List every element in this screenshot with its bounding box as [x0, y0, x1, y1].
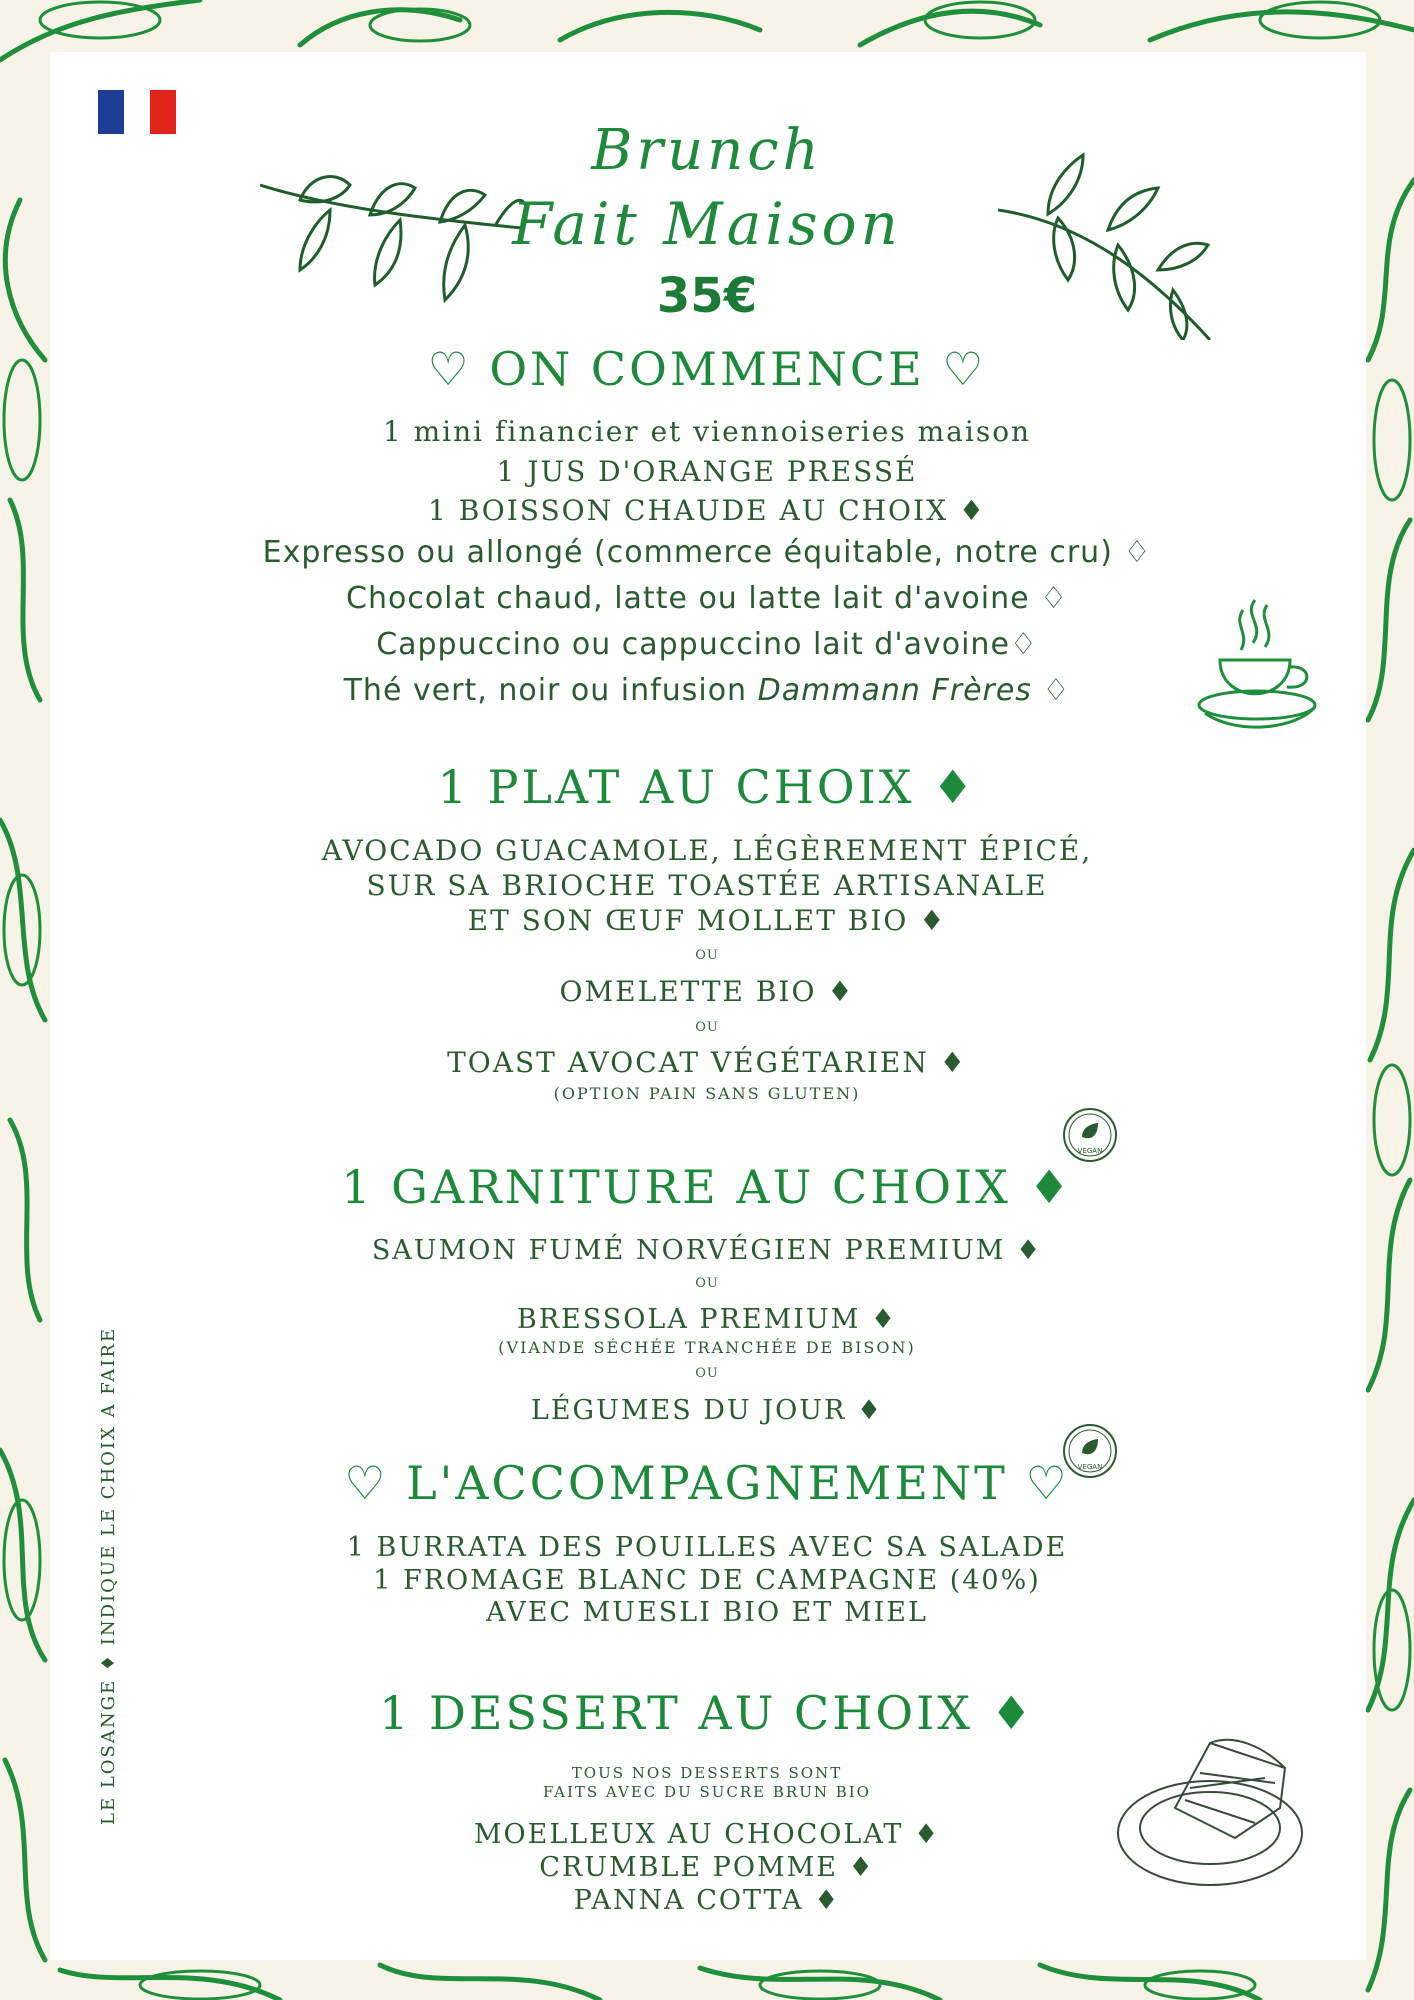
- commence-line-expresso: Expresso ou allongé (commerce équitable, notre cru) ♢: [262, 535, 1152, 570]
- plat-avocado-line3: ET SON ŒUF MOLLET BIO ♦: [467, 904, 947, 937]
- dammann-brand: Dammann Frères: [757, 673, 1032, 708]
- dessert-moelleux: MOELLEUX AU CHOCOLAT ♦: [473, 1819, 941, 1850]
- pie-plate-icon: [1115, 1728, 1310, 1888]
- commence-line-cappuccino: Cappuccino ou cappuccino lait d'avoine♢: [376, 627, 1038, 662]
- plat-omelette: OMELETTE BIO ♦: [559, 975, 855, 1008]
- plat-ou-1: OU: [695, 948, 719, 963]
- garniture-bressola-note: (VIANDE SÉCHÉE TRANCHÉE DE BISON): [498, 1338, 916, 1357]
- dessert-crumble: CRUMBLE POMME ♦: [539, 1852, 875, 1883]
- garniture-legumes: LÉGUMES DU JOUR ♦: [530, 1395, 884, 1426]
- commence-line-jus: 1 JUS D'ORANGE PRESSÉ: [496, 455, 918, 488]
- dessert-panna-cotta: PANNA COTTA ♦: [573, 1885, 841, 1916]
- dessert-note-line2: FAITS AVEC DU SUCRE BRUN BIO: [543, 1783, 871, 1801]
- title-brunch: Brunch: [591, 118, 823, 183]
- vegan-badge-text: VEGAN: [1077, 1463, 1103, 1471]
- plat-avocado-line2: SUR SA BRIOCHE TOASTÉE ARTISANALE: [366, 869, 1048, 902]
- accompagnement-muesli: AVEC MUESLI BIO ET MIEL: [486, 1597, 928, 1628]
- the-suffix: ♢: [1031, 673, 1071, 708]
- vegan-badge-icon: [1062, 1107, 1118, 1163]
- garniture-saumon: SAUMON FUMÉ NORVÉGIEN PREMIUM ♦: [371, 1235, 1043, 1266]
- section-title-garniture: 1 GARNITURE AU CHOIX ♦: [341, 1160, 1073, 1214]
- coffee-cup-icon: [1195, 595, 1320, 745]
- dessert-note-line1: TOUS NOS DESSERTS SONT: [571, 1764, 843, 1782]
- the-text: Thé vert, noir ou infusion: [343, 673, 758, 708]
- plat-toast-note: (OPTION PAIN SANS GLUTEN): [553, 1084, 861, 1103]
- section-title-commence: ♡ ON COMMENCE ♡: [427, 342, 987, 396]
- commence-line-financier: 1 mini financier et viennoiseries maison: [382, 415, 1032, 448]
- title-fait-maison: Fait Maison: [512, 190, 902, 258]
- vegan-badge-text: VEGAN: [1077, 1147, 1103, 1155]
- plat-avocado-line1: AVOCADO GUACAMOLE, LÉGÈREMENT ÉPICÉ,: [321, 834, 1093, 867]
- section-title-accompagnement: ♡ L'ACCOMPAGNEMENT ♡: [344, 1456, 1070, 1510]
- accompagnement-burrata: 1 BURRATA DES POUILLES AVEC SA SALADE: [346, 1532, 1068, 1563]
- price: 35€: [656, 268, 758, 324]
- garniture-ou-1: OU: [695, 1276, 719, 1291]
- garniture-ou-2: OU: [695, 1366, 719, 1381]
- side-legend: LE LOSANGE ♦ INDIQUE LE CHOIX A FAIRE: [98, 1326, 119, 1825]
- plat-toast: TOAST AVOCAT VÉGÉTARIEN ♦: [447, 1046, 967, 1079]
- section-title-plat: 1 PLAT AU CHOIX ♦: [437, 760, 977, 814]
- plat-ou-2: OU: [695, 1020, 719, 1035]
- commence-line-chocolat: Chocolat chaud, latte ou latte lait d'avoine ♢: [346, 581, 1068, 616]
- section-title-dessert: 1 DESSERT AU CHOIX ♦: [379, 1686, 1035, 1740]
- commence-line-boisson: 1 BOISSON CHAUDE AU CHOIX ♦: [427, 494, 986, 527]
- accompagnement-fromage: 1 FROMAGE BLANC DE CAMPAGNE (40%): [373, 1565, 1041, 1596]
- garniture-bressola: BRESSOLA PREMIUM ♦: [516, 1304, 898, 1335]
